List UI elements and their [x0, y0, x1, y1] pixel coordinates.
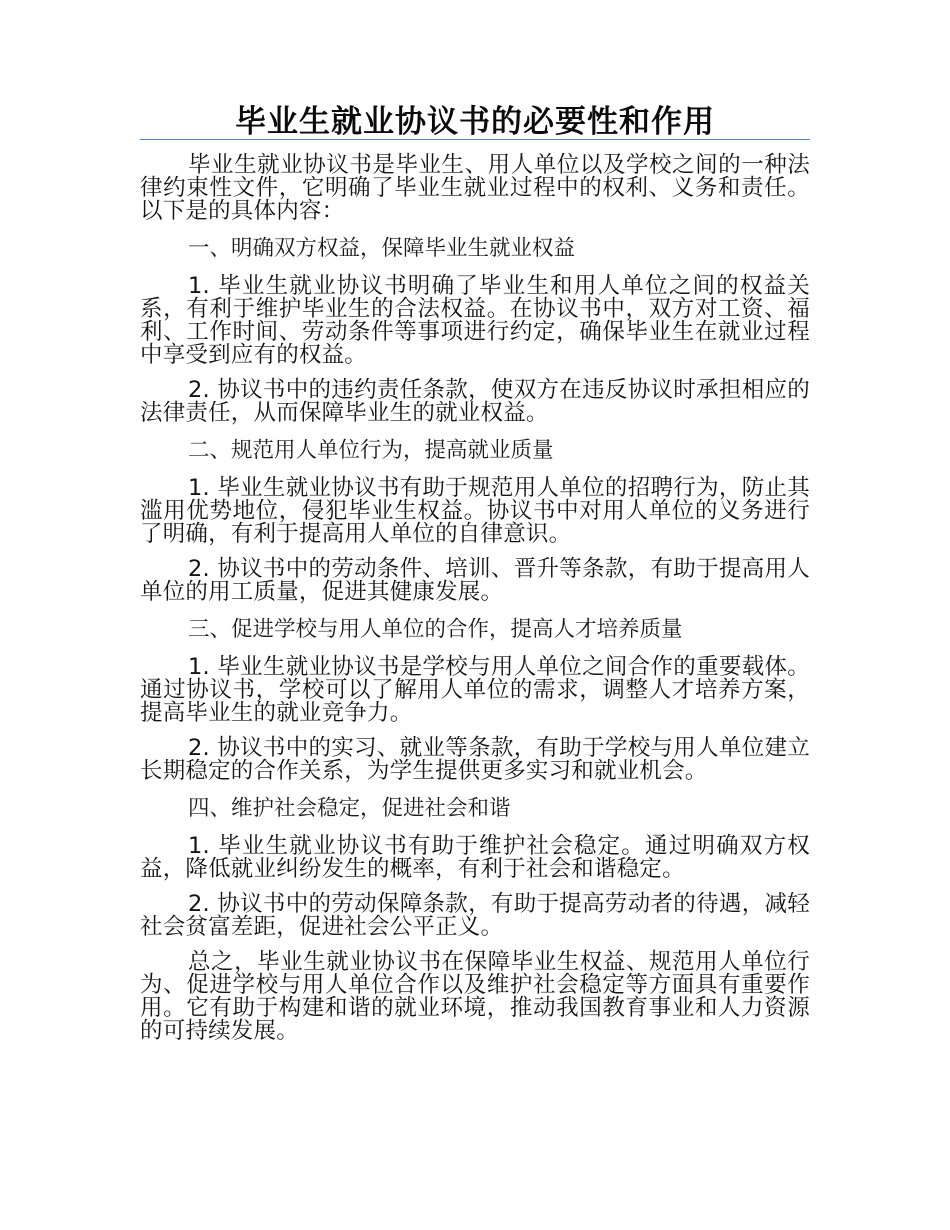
- section-4-item-2: 2. 协议书中的劳动保障条款，有助于提高劳动者的待遇，减轻社会贫富差距，促进社会公平正义。: [140, 891, 810, 940]
- intro-paragraph: 毕业生就业协议书是毕业生、用人单位以及学校之间的一种法律约束性文件，它明确了毕业生就业过程中的权利、义务和责任。以下是的具体内容：: [140, 152, 810, 224]
- conclusion-paragraph: 总之，毕业生就业协议书在保障毕业生权益、规范用人单位行为、促进学校与用人单位合作以及维护社会稳定等方面具有重要作用。它有助于构建和谐的就业环境，推动我国教育事业和人力资源的可持续发展。: [140, 949, 810, 1044]
- document-title: 毕业生就业协议书的必要性和作用: [235, 104, 715, 140]
- section-3-item-2: 2. 协议书中的实习、就业等条款，有助于学校与用人单位建立长期稳定的合作关系，为学生提供更多实习和就业机会。: [140, 735, 810, 784]
- section-2-item-1: 1. 毕业生就业协议书有助于规范用人单位的招聘行为，防止其滥用优势地位，侵犯毕业生权益。协议书中对用人单位的义务进行了明确，有利于提高用人单位的自律意识。: [140, 475, 810, 547]
- section-heading-3: 三、促进学校与用人单位的合作，提高人才培养质量: [188, 617, 683, 642]
- title-underline: [140, 139, 810, 140]
- section-3-item-1: 1. 毕业生就业协议书是学校与用人单位之间合作的重要载体。通过协议书，学校可以了解用人单位的需求，调整人才培养方案，提高毕业生的就业竞争力。: [140, 654, 810, 726]
- section-4-item-1: 1. 毕业生就业协议书有助于维护社会稳定。通过明确双方权益，降低就业纠纷发生的概率，有利于社会和谐稳定。: [140, 833, 810, 882]
- section-heading-2: 二、规范用人单位行为，提高就业质量: [188, 438, 554, 463]
- section-heading-1: 一、明确双方权益，保障毕业生就业权益: [188, 236, 576, 261]
- document-body: [140, 154, 810, 1055]
- section-heading-4: 四、维护社会稳定，促进社会和谐: [188, 796, 511, 821]
- section-2-item-2: 2. 协议书中的劳动条件、培训、晋升等条款，有助于提高用人单位的用工质量，促进其健康发展。: [140, 556, 810, 605]
- section-1-item-2: 2. 协议书中的违约责任条款，使双方在违反协议时承担相应的法律责任，从而保障毕业生的就业权益。: [140, 377, 810, 426]
- section-1-item-1: 1. 毕业生就业协议书明确了毕业生和用人单位之间的权益关系，有利于维护毕业生的合法权益。在协议书中，双方对工资、福利、工作时间、劳动条件等事项进行约定，确保毕业生在就业过程中享受到应有的权益。: [140, 273, 810, 368]
